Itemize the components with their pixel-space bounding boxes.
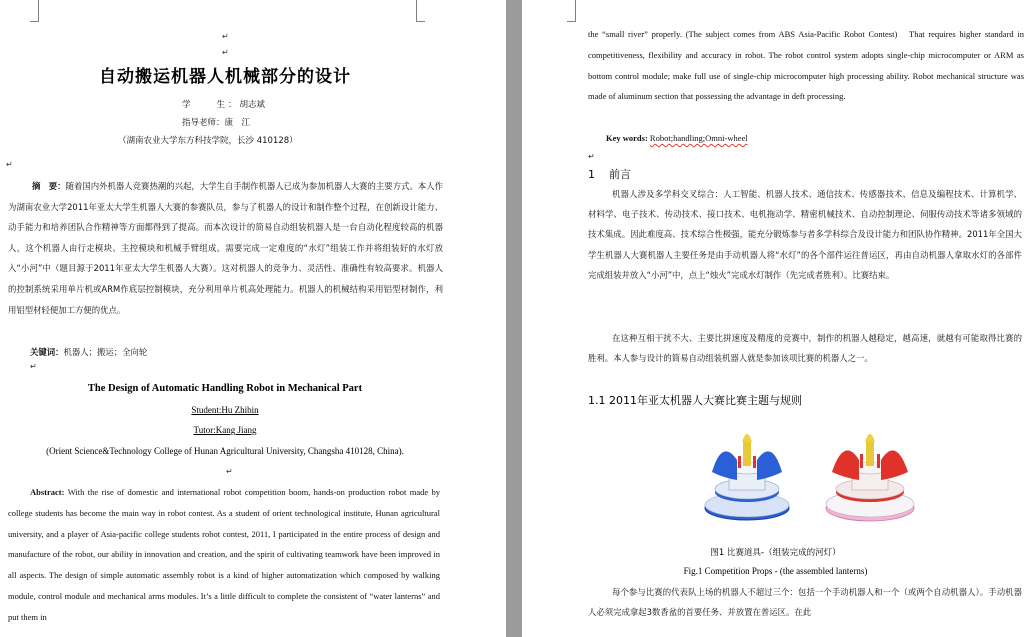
figure-caption-cn: 图1 比赛道具-（组装完成的河灯） [710, 548, 841, 558]
student-name: 胡志斌 [239, 100, 266, 110]
tutor-line [182, 116, 250, 128]
paragraph-mark: ↵ [6, 160, 13, 169]
abstract-en-continued: the “small river” properly. (The subject comes from ABS Asia-Pacific Robot Contest) That requires higher standard in competitiveness, flexibility and accuracy in robot. The robot control system adopts single-chip microcomputer or ARM as bottom control module; make full use of single-chip microcomputer high processing ability. Robot mechanical structure was made of aluminum section that possessing the advantage in deft processing. [588, 29, 1024, 102]
paper-title: 自动搬运机器人机械部分的设计 [99, 67, 351, 87]
abstract-text: 随着国内外机器人竞赛热潮的兴起，大学生自手制作机器人已成为参加机器人大赛的主要方式。本人作为湖南农业大学2011年亚太大学生机器人大赛的参赛队员，参与了机器人的设计和制作整个过程，在创新设计能力、动手能力和培养团队合作精神等方面都得到了提高。而本次设计的简易自动组装机器人是一台自动化程度较高的机器人，这个机器人由行走模块、主控模块和机械手臂组成。需要完成一定难度的“水灯”组装工作并将组装好的水灯放入“小河”中（题目源于2011年亚太大学生机器人大赛）。这对机器人的竞争力、灵活性、准确性有较高要求。机器人的控制系统采用单片机或ARM作底层控制模块，充分利用单片机高处理能力。机器人的机械结构采用铝型材制作，利用铝型材轻便加工方便的优点。 [8, 181, 444, 315]
keywords-cn [30, 342, 330, 363]
document-page-left [0, 0, 506, 637]
crop-mark-right [416, 0, 425, 22]
section-heading-1 [588, 166, 631, 182]
english-title: The Design of Automatic Handling Robot in Mechanical Part [87, 383, 363, 394]
paragraph-mark: ↵ [222, 32, 229, 41]
english-keywords-label: Key words: [606, 133, 648, 143]
paragraph-mark: ↵ [30, 362, 37, 371]
affiliation: （湖南农业大学东方科技学院，长沙 410128） [118, 136, 298, 146]
lantern-red [826, 434, 914, 521]
keywords-en [606, 128, 1006, 149]
tutor-name: 康 江 [224, 118, 251, 128]
keywords-text: 机器人；搬运；全向轮 [63, 347, 148, 357]
abstract-cn [8, 176, 443, 320]
section-number: 1 [588, 168, 595, 181]
section-title: 前言 [609, 168, 631, 181]
english-affiliation: (Orient Science&Technology College of Hunan Agricultural University, Changsha 410128, China). [46, 446, 404, 456]
section1-paragraph-1: 机器人涉及多学科交叉综合：人工智能、机器人技术、通信技术、传感器技术、信息及编程技术、计算机学、材料学、电子技术、传动技术、接口技术、电机拖动学、精密机械技术、自动控制理论、伺服传动技术等诸多领域的技术集成。因此难度高、技术综合性极强，能充分锻炼参与者多学科综合及设计能力和团队协作精神。2011年全国大学生机器人大赛机器人主要任务是由手动机器人将“水灯”的各个部件运往普运区，再由自动机器人拿取水灯的各部件完成组装并放入“小河”中，点上“烛火”完成水灯制作（先完成者胜利）。比赛结束。 [588, 189, 1022, 280]
student-label: 学 生： [182, 100, 240, 110]
tutor-label: 指导老师： [182, 118, 225, 128]
paragraph-mark: ↵ [226, 467, 233, 476]
subsection-heading: 1.1 2011年亚太机器人大赛比赛主题与规则 [588, 394, 802, 407]
figure-caption-en: Fig.1 Competition Props - (the assembled lanterns) [683, 566, 868, 576]
crop-mark-left [30, 0, 39, 22]
document-page-right [522, 0, 1029, 637]
crop-mark-left [567, 0, 576, 22]
keywords-label: 关键词： [30, 347, 64, 357]
english-student: Student:Hu Zhibin [191, 405, 259, 415]
abstract-en [8, 482, 440, 628]
lantern-blue [705, 434, 789, 520]
english-abstract-text: With the rise of domestic and international robot competition boom, hands-on production robot made by college students has become the main way in robot contest. As a student of orient technological institute, Hunan agricultural university, and a player of Asia-pacific college students robot contest, 2011, I participated in the entire process of design and manufacture of the robot, our ability in innovation and creation, and the spirit of cultivating teamwork have been improved in all aspects. The design of simple automatic assembly robot is a kind of higher automatization which composed by walking module, control module and mechanical arms modules. It’s a little difficult to complete the consistent of “water lanterns” and put them in [8, 487, 440, 622]
english-abstract-label: Abstract: [30, 487, 65, 497]
section1-paragraph-2: 在这种互相干扰不大、主要比拼速度及精度的竞赛中，制作的机器人越稳定，越高速，就越有可能取得比赛的胜利。本人参与设计的简易自动组装机器人就是参加该项比赛的机器人之一。 [588, 333, 1022, 364]
paragraph-mark: ↵ [588, 152, 595, 161]
english-tutor: Tutor:Kang Jiang [193, 425, 257, 435]
bottom-paragraph: 每个参与比赛的代表队上场的机器人不超过三个：包括一个手动机器人和一个（或两个自动机器人）。手动机器人必须完成拿起3数香盆的首要任务、并放置在普运区。在此 [588, 587, 1022, 618]
paragraph-mark: ↵ [222, 48, 229, 57]
student-line [182, 98, 265, 110]
abstract-label: 摘 要： [32, 181, 66, 191]
lantern-figure [692, 420, 932, 528]
english-keywords-text: Robot;handling;Omni-wheel [649, 133, 748, 143]
